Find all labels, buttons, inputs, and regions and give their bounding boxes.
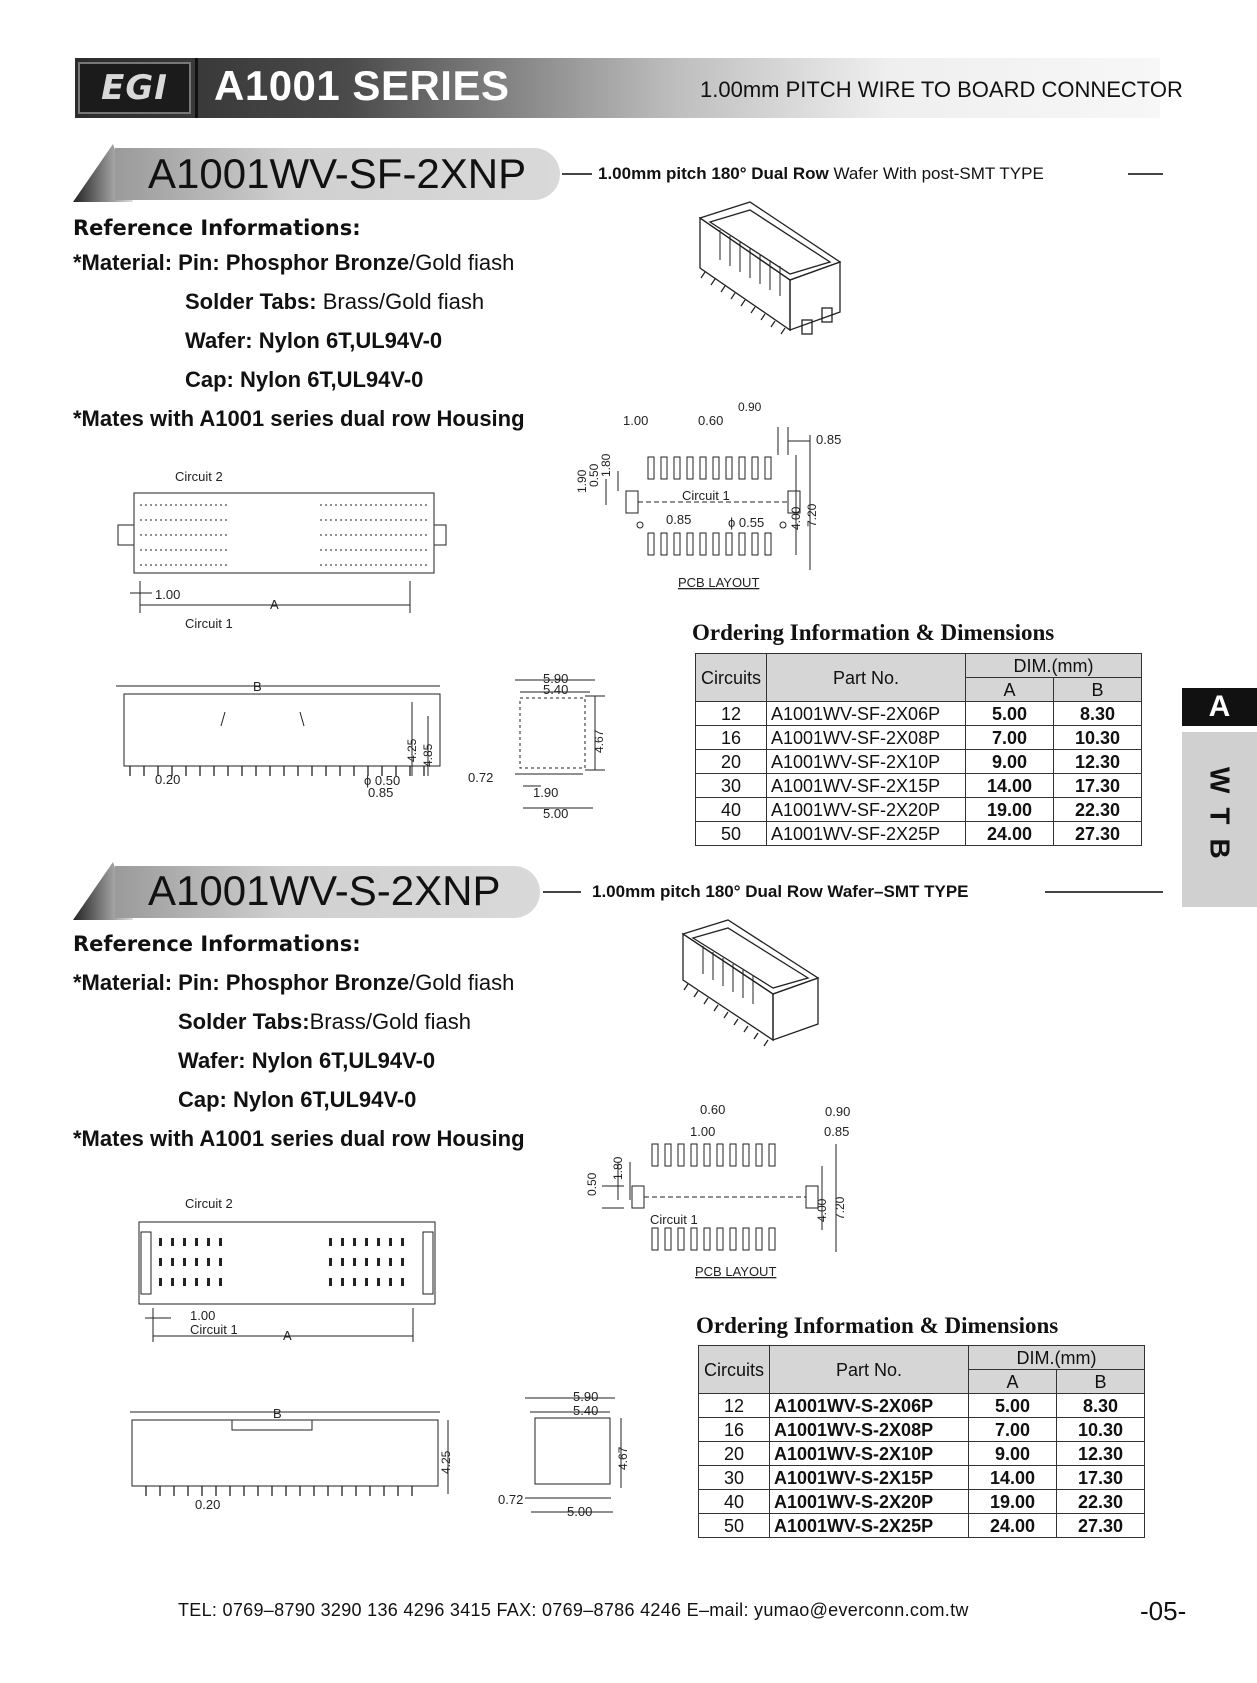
- col-b: B: [1057, 1370, 1145, 1394]
- cell-b: 27.30: [1057, 1514, 1145, 1538]
- col-dim: DIM.(mm): [969, 1346, 1145, 1370]
- pcb-pad-row-top: [652, 1144, 775, 1166]
- cell-a: 7.00: [969, 1418, 1057, 1442]
- dim-5.40: 5.40: [543, 682, 569, 697]
- side-tab-letter: A: [1182, 688, 1257, 726]
- col-a: A: [966, 678, 1054, 702]
- section2-ordering-table: [698, 1345, 1145, 1538]
- pcb-dim: 0.85: [666, 512, 692, 527]
- dim-0.85: 0.85: [368, 785, 394, 800]
- section1-pcb-layout: [575, 400, 848, 595]
- cell-circuits: 50: [696, 822, 767, 846]
- material-label: *Material: Pin: Phosphor Bronze: [73, 970, 410, 995]
- cell-a: 24.00: [969, 1514, 1057, 1538]
- cell-a: 14.00: [966, 774, 1054, 798]
- pcb-dim: 0.90: [738, 400, 762, 414]
- cell-circuits: 50: [699, 1514, 770, 1538]
- cell-a: 14.00: [969, 1466, 1057, 1490]
- dim-0.50: ϕ 0.50: [364, 773, 401, 788]
- pcb-dim: 0.85: [816, 432, 842, 447]
- cell-circuits: 40: [696, 798, 767, 822]
- dim-4.25: 4.25: [405, 738, 419, 762]
- pcb-dim: 1.90: [575, 469, 589, 493]
- solder-rest: Brass/Gold fiash: [316, 289, 485, 314]
- section2-end-view-drawing: [495, 1388, 655, 1528]
- section1-mates: *Mates with A1001 series dual row Housing: [73, 406, 525, 431]
- table-row: [696, 822, 1142, 846]
- cell-circuits: 30: [696, 774, 767, 798]
- section1-material: [73, 250, 514, 276]
- section2-material: [73, 970, 514, 996]
- rule: [562, 173, 592, 175]
- cell-part: A1001WV-S-2X25P: [770, 1514, 969, 1538]
- pcb-dim: 4.00: [815, 1198, 829, 1222]
- cell-part: A1001WV-S-2X10P: [770, 1442, 969, 1466]
- cell-a: 5.00: [966, 702, 1054, 726]
- type-bold: 1.00mm pitch 180° Dual Row: [598, 164, 829, 183]
- dim-b-label: B: [273, 1406, 282, 1421]
- solder-label: Solder Tabs:: [185, 289, 317, 314]
- cell-circuits: 16: [696, 726, 767, 750]
- section1-ordering-table: [695, 653, 1142, 846]
- pcb-dim: 0.85: [824, 1124, 850, 1139]
- dim-5.40: 5.40: [573, 1403, 599, 1418]
- dim-4.85: 4.85: [421, 743, 435, 767]
- col-dim: DIM.(mm): [966, 654, 1142, 678]
- table-row: [699, 1394, 1145, 1418]
- col-part-no: Part No.: [767, 654, 966, 702]
- pcb-pad-row-top: [648, 457, 771, 479]
- dim-b-label: B: [253, 679, 262, 694]
- cell-part: A1001WV-SF-2X25P: [767, 822, 966, 846]
- cell-b: 8.30: [1057, 1394, 1145, 1418]
- pcb-dim: 1.80: [599, 453, 613, 477]
- col-a: A: [969, 1370, 1057, 1394]
- cell-b: 27.30: [1054, 822, 1142, 846]
- dim-a-label: A: [283, 1328, 292, 1343]
- section1-side-view-drawing: [110, 672, 470, 802]
- pcb-pad-row-bottom: [648, 533, 771, 555]
- section2-side-view-drawing: [120, 1400, 460, 1520]
- dim-0.72: 0.72: [468, 770, 494, 785]
- section2-pcb-layout: [585, 1100, 870, 1280]
- rule: [1045, 891, 1163, 893]
- pcb-dim: 0.60: [700, 1102, 726, 1117]
- cell-circuits: 12: [699, 1394, 770, 1418]
- cell-b: 22.30: [1057, 1490, 1145, 1514]
- header-divider: [195, 58, 198, 118]
- section1-ref-heading: Reference Informations:: [73, 216, 361, 240]
- col-circuits: Circuits: [699, 1346, 770, 1394]
- table-row: [699, 1514, 1145, 1538]
- section2-ref-heading: Reference Informations:: [73, 932, 361, 956]
- dim-5.90: 5.90: [573, 1389, 599, 1404]
- cell-part: A1001WV-SF-2X06P: [767, 702, 966, 726]
- type-rest: Wafer With post-SMT TYPE: [828, 164, 1044, 183]
- section2-mates: *Mates with A1001 series dual row Housing: [73, 1126, 525, 1151]
- cell-part: A1001WV-S-2X20P: [770, 1490, 969, 1514]
- cell-part: A1001WV-S-2X08P: [770, 1418, 969, 1442]
- pcb-dim: 1.00: [623, 413, 649, 428]
- cell-b: 12.30: [1057, 1442, 1145, 1466]
- section2-top-view-drawing: [125, 1192, 450, 1352]
- cell-b: 17.30: [1057, 1466, 1145, 1490]
- footer-contact: TEL: 0769–8790 3290 136 4296 3415 FAX: 0769–8786 4246 E–mail: yumao@everconn.com.tw: [178, 1600, 969, 1620]
- cell-part: A1001WV-SF-2X15P: [767, 774, 966, 798]
- solder-label: Solder Tabs:: [178, 1009, 310, 1034]
- series-subtitle: 1.00mm PITCH WIRE TO BOARD CONNECTOR: [700, 77, 1183, 102]
- cell-part: A1001WV-SF-2X20P: [767, 798, 966, 822]
- table-row: [696, 774, 1142, 798]
- pitch-dim: 1.00: [155, 587, 181, 602]
- cell-a: 7.00: [966, 726, 1054, 750]
- dim-4.67: 4.67: [616, 1446, 630, 1470]
- pcb-dim: 7.20: [805, 503, 819, 527]
- material-rest: /Gold fiash: [409, 250, 515, 275]
- section2-ordering-title: Ordering Information & Dimensions: [696, 1313, 1059, 1338]
- table-row: [696, 702, 1142, 726]
- solder-rest: Brass/Gold fiash: [309, 1009, 472, 1034]
- section2-product-illustration: [678, 918, 858, 1068]
- company-logo: EGI: [78, 62, 191, 114]
- cell-a: 9.00: [966, 750, 1054, 774]
- col-part-no: Part No.: [770, 1346, 969, 1394]
- section1-product-illustration: [690, 200, 870, 360]
- series-title: A1001 SERIES: [214, 62, 510, 109]
- pcb-dim: 4.00: [789, 506, 803, 530]
- cell-circuits: 20: [699, 1442, 770, 1466]
- cell-circuits: 20: [696, 750, 767, 774]
- dim-4.25: 4.25: [439, 1450, 453, 1474]
- cell-a: 5.00: [969, 1394, 1057, 1418]
- pcb-dim: 7.20: [833, 1196, 847, 1220]
- pcb-circuit-label: Circuit 1: [682, 488, 730, 503]
- pcb-dim: 0.50: [585, 1172, 599, 1196]
- section1-model-title: A1001WV-SF-2XNP: [148, 150, 527, 197]
- material-rest: /Gold fiash: [409, 970, 515, 995]
- cell-b: 12.30: [1054, 750, 1142, 774]
- dim-0.20: 0.20: [155, 772, 181, 787]
- col-b: B: [1054, 678, 1142, 702]
- pcb-caption: PCB LAYOUT: [678, 575, 760, 590]
- section1-wafer: Wafer: Nylon 6T,UL94V-0: [185, 328, 443, 353]
- circuit2-label: Circuit 2: [175, 469, 223, 484]
- cell-a: 24.00: [966, 822, 1054, 846]
- side-tab-category: WTB: [1182, 732, 1257, 907]
- table-row: [699, 1490, 1145, 1514]
- section2-cap: Cap: Nylon 6T,UL94V-0: [178, 1087, 417, 1112]
- cell-part: A1001WV-S-2X15P: [770, 1466, 969, 1490]
- circuit2-label: Circuit 2: [185, 1196, 233, 1211]
- page-number: -05-: [1140, 1596, 1187, 1626]
- cell-b: 10.30: [1057, 1418, 1145, 1442]
- cell-part: A1001WV-S-2X06P: [770, 1394, 969, 1418]
- dim-0.72: 0.72: [498, 1492, 524, 1507]
- pcb-dim: ϕ 0.55: [728, 515, 765, 530]
- table-row: [699, 1466, 1145, 1490]
- cell-circuits: 12: [696, 702, 767, 726]
- section1-top-view-drawing: [110, 465, 440, 635]
- pitch-dim: 1.00: [190, 1308, 216, 1323]
- circuit1-label: Circuit 1: [190, 1322, 238, 1337]
- section1-ordering-title: Ordering Information & Dimensions: [692, 620, 1055, 645]
- pcb-dim: 0.50: [587, 463, 601, 487]
- dim-5.00: 5.00: [567, 1504, 593, 1519]
- section2-wafer: Wafer: Nylon 6T,UL94V-0: [178, 1048, 436, 1073]
- dim-4.67: 4.67: [592, 729, 606, 753]
- pcb-pad-row-bottom: [652, 1228, 775, 1250]
- pcb-dim: 1.80: [611, 1156, 625, 1180]
- section2-type-line: [592, 882, 969, 902]
- table-row: [699, 1442, 1145, 1466]
- cell-circuits: 40: [699, 1490, 770, 1514]
- material-label: *Material: Pin: Phosphor Bronze: [73, 250, 410, 275]
- rule: [543, 891, 581, 893]
- col-circuits: Circuits: [696, 654, 767, 702]
- cell-a: 19.00: [969, 1490, 1057, 1514]
- table-row: [696, 726, 1142, 750]
- cell-b: 17.30: [1054, 774, 1142, 798]
- cell-part: A1001WV-SF-2X08P: [767, 726, 966, 750]
- dim-5.00: 5.00: [543, 806, 569, 821]
- cell-a: 19.00: [966, 798, 1054, 822]
- cell-a: 9.00: [969, 1442, 1057, 1466]
- pcb-dim: 0.90: [825, 1104, 851, 1119]
- cell-circuits: 30: [699, 1466, 770, 1490]
- circuit1-label: Circuit 1: [185, 616, 233, 631]
- section2-solder: [178, 1009, 471, 1035]
- type-bold: 1.00mm pitch 180° Dual Row Wafer–SMT TYPE: [592, 882, 969, 901]
- table-row: [699, 1418, 1145, 1442]
- cell-b: 8.30: [1054, 702, 1142, 726]
- pcb-dim: 0.60: [698, 413, 724, 428]
- section1-end-view-drawing: [465, 668, 625, 821]
- pcb-dim: 1.00: [690, 1124, 716, 1139]
- cell-b: 22.30: [1054, 798, 1142, 822]
- cell-part: A1001WV-SF-2X10P: [767, 750, 966, 774]
- pcb-circuit-label: Circuit 1: [650, 1212, 698, 1227]
- section1-cap: Cap: Nylon 6T,UL94V-0: [185, 367, 424, 392]
- pcb-caption: PCB LAYOUT: [695, 1264, 777, 1279]
- dim-1.90: 1.90: [533, 785, 559, 800]
- section1-solder: [185, 289, 484, 315]
- section2-model-title: A1001WV-S-2XNP: [148, 867, 501, 914]
- dim-5.90: 5.90: [543, 671, 569, 686]
- cell-circuits: 16: [699, 1418, 770, 1442]
- section1-type-line: [598, 164, 1044, 184]
- rule: [1128, 173, 1163, 175]
- table-row: [696, 750, 1142, 774]
- table-row: [696, 798, 1142, 822]
- dim-0.20: 0.20: [195, 1497, 221, 1512]
- dim-a-label: A: [270, 597, 279, 612]
- cell-b: 10.30: [1054, 726, 1142, 750]
